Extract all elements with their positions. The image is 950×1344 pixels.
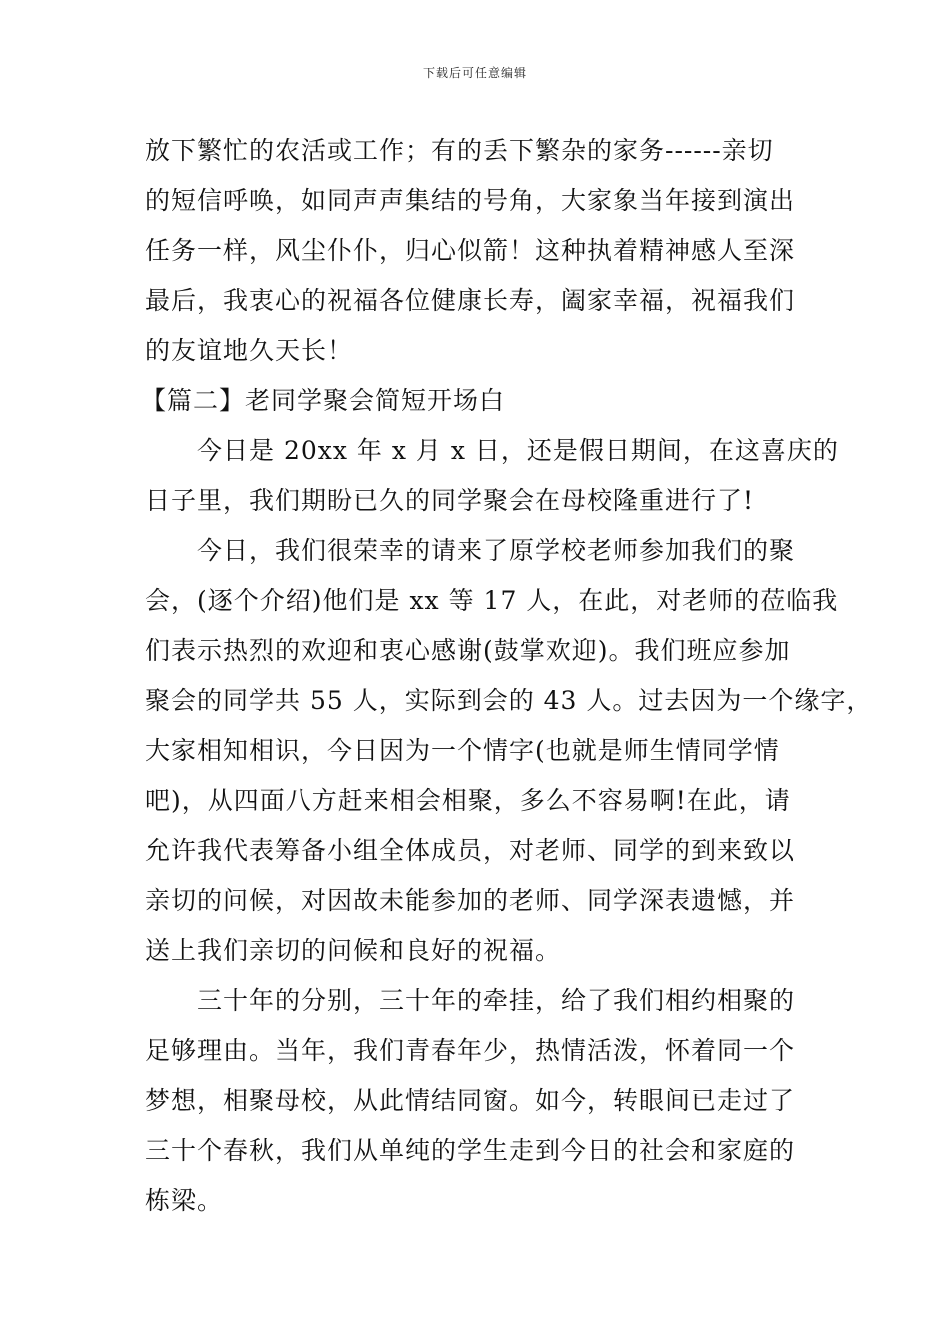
text-line: 今日，我们很荣幸的请来了原学校老师参加我们的聚: [197, 536, 796, 565]
text-line: 最后，我衷心的祝福各位健康长寿，阖家幸福，祝福我们: [145, 286, 796, 315]
text-line: 三十个春秋，我们从单纯的学生走到今日的社会和家庭的: [145, 1136, 796, 1165]
text-line: 吧)，从四面八方赶来相会相聚，多么不容易啊!在此，请: [145, 786, 791, 815]
text-line: 聚会的同学共 55 人，实际到会的 43 人。过去因为一个缘字，: [145, 686, 873, 715]
text-line: 放下繁忙的农活或工作；有的丢下繁杂的家务------亲切: [145, 136, 774, 165]
text-line: 大家相知相识，今日因为一个情字(也就是师生情同学情: [145, 736, 780, 765]
text-line: 们表示热烈的欢迎和衷心感谢(鼓掌欢迎)。我们班应参加: [145, 636, 791, 665]
text-line: 允许我代表筹备小组全体成员，对老师、同学的到来致以: [145, 836, 796, 865]
text-line: 亲切的问候，对因故未能参加的老师、同学深表遗憾，并: [145, 886, 796, 915]
text-line: 梦想，相聚母校，从此情结同窗。如今，转眼间已走过了: [145, 1086, 796, 1115]
text-line: 任务一样，风尘仆仆，归心似箭！这种执着精神感人至深: [145, 236, 796, 265]
text-line: 会，(逐个介绍)他们是 xx 等 17 人，在此，对老师的莅临我: [145, 586, 839, 615]
text-line: 的友谊地久天长！: [145, 336, 354, 365]
text-line: 足够理由。当年，我们青春年少，热情活泼，怀着同一个: [145, 1036, 796, 1065]
text-line: 三十年的分别，三十年的牵挂，给了我们相约相聚的: [197, 986, 796, 1015]
text-line: 栋梁。: [145, 1186, 224, 1215]
section-heading: 【篇二】老同学聚会简短开场白: [141, 386, 506, 415]
text-line: 日子里，我们期盼已久的同学聚会在母校隆重进行了!: [145, 486, 755, 515]
text-line: 送上我们亲切的问候和良好的祝福。: [145, 936, 562, 965]
document-body: [141, 126, 873, 1226]
text-line: 的短信呼唤，如同声声集结的号角，大家象当年接到演出: [145, 186, 796, 215]
text-line: 今日是 20xx 年 x 月 x 日，还是假日期间，在这喜庆的: [197, 436, 839, 465]
header-note: 下载后可任意编辑: [422, 66, 527, 80]
